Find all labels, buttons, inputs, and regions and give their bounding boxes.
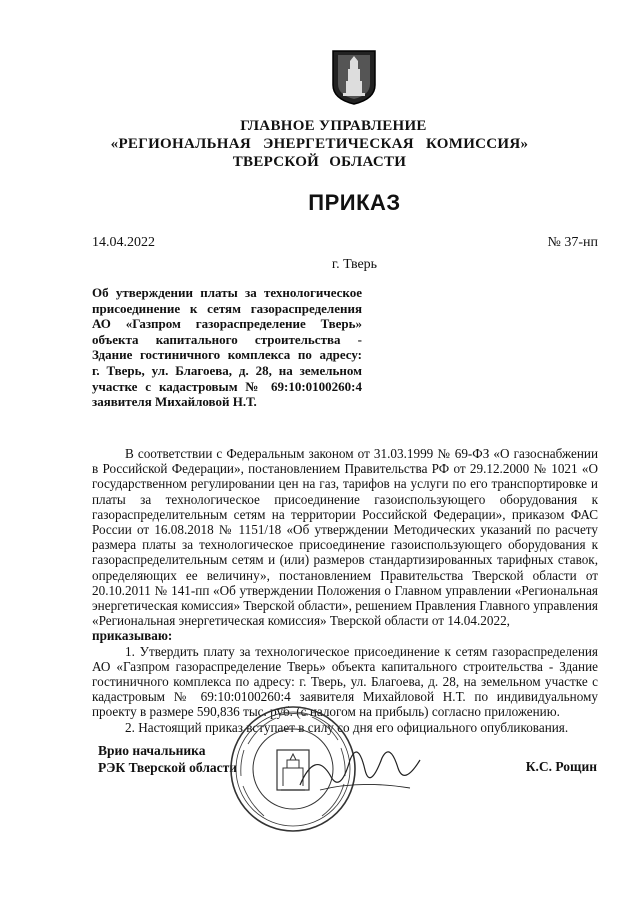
subject-line: г. Тверь, ул. Благоева, д. 28, на земельном — [92, 362, 362, 378]
orders-word: приказываю: — [92, 628, 173, 644]
org-header-line2: «РЕГИОНАЛЬНАЯ ЭНЕРГЕТИЧЕСКАЯ КОМИССИЯ» — [110, 136, 529, 152]
order-item: 2. Настоящий приказ вступает в силу со дня его официального опубликования. — [125, 719, 569, 735]
subject-line: присоединение к сетям газораспределения — [92, 300, 362, 316]
document-subject — [92, 285, 362, 410]
subject-line: АО «Газпром газораспределение Тверь» — [92, 316, 362, 332]
document-number: № 37-нп — [547, 235, 598, 250]
org-header-line3: ТВЕРСКОЙ ОБЛАСТИ — [232, 154, 407, 170]
document-date: 14.04.2022 — [92, 235, 155, 250]
preamble-paragraph: В соответствии с Федеральным законом от 31.03.1999 № 69-ФЗ «О газоснабжении в Российской Федерации», постановлением Правительства РФ от 29.12.2000 № 1021 «О государственном регулировании цен на газ, тарифов на услуги по его транспортировке и платы за технологическое присоединение газоиспользующего оборудования к газораспределительным сетям на территории Российской Федерации», приказом ФАС России от 16.08.2018 № 1151/18 «Об утверждении Методических указаний по расчету размера платы за технологическое присоединение газоиспользующего оборудования к газораспределительным сетям и (или) размеров стандартизированных тарифных ставок, определяющих ее величину», постановлением Правительства Тверской области от 20.10.2011 № 141-пп «Об утверждении Положения о Главном управлении «Региональная энергетическая комиссия» Тверской области», решением Правления Главного управления «Региональная энергетическая комиссия» Тверской области от 14.04.2022, — [92, 446, 598, 629]
document-type-title: ПРИКАЗ — [308, 190, 401, 215]
signatory-title — [98, 742, 237, 776]
subject-line: участке с кадастровым № 69:10:0100260:4 — [92, 378, 362, 394]
org-header-line1: ГЛАВНОЕ УПРАВЛЕНИЕ — [240, 118, 427, 134]
handwritten-signature-icon — [290, 730, 440, 810]
order-item: 1. Утвердить плату за технологическое присоединение к сетям газораспределения АО «Газпром газораспределение Тверь» объекта капитального строительства - Здание гостиничного комплекса по адресу: г. Тверь, ул. Благоева, д. 28, на земельном участке с кадастровым № 69:10:0100260:4 заявителя Михайловой Н.Т. по индивидуальному проекту в размере 590,836 тыс. руб. (с налогом на прибыль) согласно приложению. — [92, 643, 598, 720]
coat-of-arms-icon — [331, 49, 377, 106]
signatory-title-line1: Врио начальника — [98, 743, 206, 758]
document-body — [92, 446, 598, 735]
subject-line: объекта капитального строительства - — [92, 331, 362, 347]
signatory-name: К.С. Рощин — [525, 759, 597, 774]
subject-line: заявителя Михайловой Н.Т. — [92, 394, 257, 410]
signatory-title-line2: РЭК Тверской области — [98, 760, 238, 775]
subject-line: Об утверждении платы за технологическое — [92, 285, 362, 300]
document-city: г. Тверь — [331, 257, 378, 272]
subject-line: Здание гостиничного комплекса по адресу: — [92, 347, 362, 363]
